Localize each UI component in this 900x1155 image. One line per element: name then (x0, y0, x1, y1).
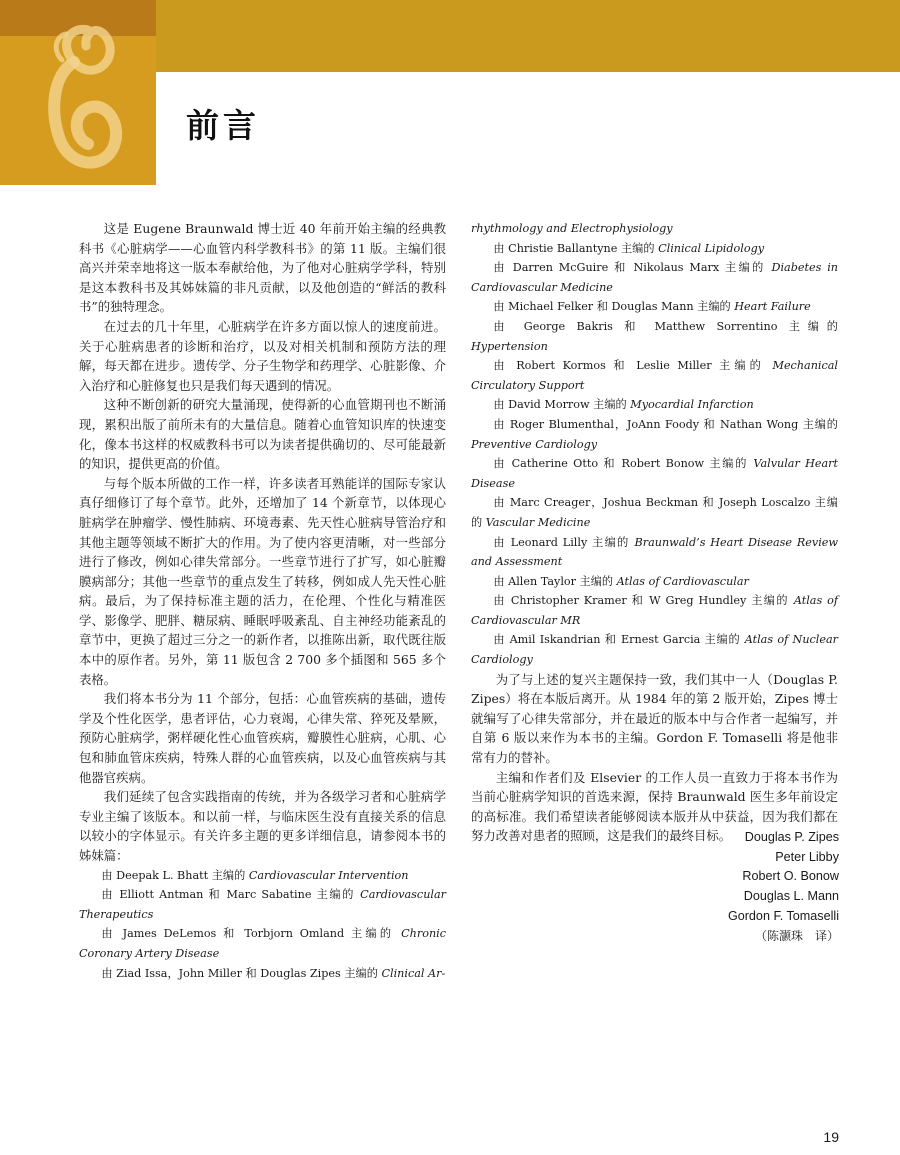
paragraph: 为了与上述的复兴主题保持一致，我们其中一人（Douglas P. Zipes）将在本版后离开。从 1984 年的第 2 版开始，Zipes 博士就编写了心律失常部分，并在最近的版本中与合作者一起编写，并自第 6 版以来作为本书的主编。Gordon F. Tomaselli 将是他非常有力的替补。 (471, 671, 838, 766)
ornament-icon (0, 0, 156, 185)
book-entry: 由 Roger Blumenthal，JoAnn Foody 和 Nathan Wong 主编的 Preventive Cardiology (471, 417, 838, 451)
book-entry: 由 Darren McGuire 和 Nikolaus Marx 主编的 Diabetes in Cardiovascular Medicine (471, 261, 839, 294)
book-entry: 由 Amil Iskandrian 和 Ernest Garcia 主编的 Atlas of Nuclear Cardiology (471, 633, 839, 667)
book-entry-continuation: rhythmology and Electrophysiology (471, 222, 673, 235)
paragraph: 在过去的几十年里，心脏病学在许多方面以惊人的速度前进。关于心脏病患者的诊断和治疗，以及对相关机制和预防方法的理解，每天都在进步。遗传学、分子生物学和药理学、心脏影像、介入治疗和心脏修复也只是我们每天遇到的情况。 (79, 318, 446, 393)
book-entry: 由 Christopher Kramer 和 W Greg Hundley 主编的 Atlas of Cardiovascular MR (471, 594, 838, 627)
book-entry: 由 David Morrow 主编的 Myocardial Infarction (493, 398, 754, 412)
paragraph: 与每个版本所做的工作一样，许多读者耳熟能详的国际专家认真仔细修订了每个章节。此外，还增加了 14 个新章节，以体现心脏病学在肿瘤学、慢性肺病、环境毒素、先天性心脏病导管治疗和其他主题等领域不断扩大的作用。为了使内容更清晰，对一些部分进行了修改，例如心律失常部分。一些章节进行了扩写，如心脏瓣膜病部分；其他一些章节的重点发生了转移，例如成人先天性心脏病。最后，为了保持标准主题的活力，在伦理、个性化与精准医学、影像学、肥胖、糖尿病、睡眠呼吸紊乱、自主神经功能紊乱的章节中，更换了超过三分之一的新作者，以推陈出新，取代既往版本中的原作者。另外，第 11 版包含 2 700 多个插图和 565 多个表格。 (79, 475, 446, 687)
right-column (471, 219, 838, 846)
signature-name: Peter Libby (775, 849, 839, 864)
translator-credit: （陈灏珠 译） (754, 928, 839, 943)
signature-name: Robert O. Bonow (742, 869, 839, 884)
paragraph: 我们延续了包含实践指南的传统，并为各级学习者和心脏病学专业主编了该版本。和以前一样，与临床医生没有直接关系的信息以较小的字体显示。有关许多主题的更多详细信息，请参阅本书的姊妹篇： (79, 789, 446, 863)
left-column (79, 219, 446, 983)
book-entry: 由 Robert Kormos 和 Leslie Miller 主编的 Mechanical Circulatory Support (471, 359, 838, 392)
book-entry: 由 James DeLemos 和 Torbjorn Omland 主编的 Chronic Coronary Artery Disease (79, 927, 446, 960)
book-entry: 由 Allen Taylor 主编的 Atlas of Cardiovascular (493, 574, 749, 588)
book-entry: 由 Deepak L. Bhatt 主编的 Cardiovascular Intervention (101, 868, 409, 882)
signature-name: Douglas L. Mann (743, 889, 839, 904)
signature-block (728, 828, 839, 946)
paragraph: 我们将本书分为 11 个部分，包括：心血管疾病的基础，遗传学及个性化医学，患者评估，心力衰竭，心律失常、猝死及晕厥，预防心脏病学，粥样硬化性心血管疾病，瓣膜性心脏病，心肌、心包和肺血管床疾病，特殊人群的心血管疾病，以及心血管疾病与其他器官疾病。 (79, 691, 446, 785)
book-entry: 由 George Bakris 和 Matthew Sorrentino 主编的 Hypertension (471, 319, 838, 353)
book-entry: 由 Catherine Otto 和 Robert Bonow 主编的 Valvular Heart Disease (471, 457, 838, 490)
book-entry: 由 Marc Creager，Joshua Beckman 和 Joseph Loscalzo 主编的 Vascular Medicine (471, 496, 838, 529)
page-title: 前言 (186, 106, 260, 145)
paragraph: 这种不断创新的研究大量涌现，使得新的心血管期刊也不断涌现，累积出版了前所未有的大量信息。随着心血管知识库的快速变化，像本书这样的权威教科书可以为读者提供确切的、尽可能最新的知识，提供更高的价值。 (79, 397, 446, 472)
signature-name: Gordon F. Tomaselli (727, 908, 839, 923)
paragraph: 主编和作者们及 Elsevier 的工作人员一直致力于将本书作为当前心脏病学知识的首选来源，保持 Braunwald 医生多年前设定的高标准。我们希望读者能够阅读本版并从中获益，因为我们都在努力改善对患者的照顾，这是我们的最终目标。 (471, 769, 838, 844)
signature-name: Douglas P. Zipes (744, 830, 839, 844)
book-entry: 由 Ziad Issa，John Miller 和 Douglas Zipes 主编的 Clinical Ar- (101, 966, 446, 980)
paragraph: 这是 Eugene Braunwald 博士近 40 年前开始主编的经典教科书《心脏病学——心血管内科学教科书》的第 11 版。主编们很高兴并荣幸地将这一版本奉献给他，为了他对心脏病学学科，特别是这本教科书及其姊妹篇的非凡贡献，以及他创造的“鲜活的教科书”的独特理念。 (79, 221, 446, 315)
page-number: 19 (823, 1129, 839, 1145)
book-entry: 由 Christie Ballantyne 主编的 Clinical Lipidology (493, 241, 765, 255)
book-entry: 由 Elliott Antman 和 Marc Sabatine 主编的 Cardiovascular Therapeutics (79, 888, 446, 921)
book-entry: 由 Leonard Lilly 主编的 Braunwald’s Heart Disease Review and Assessment (471, 535, 838, 569)
book-entry: 由 Michael Felker 和 Douglas Mann 主编的 Heart Failure (493, 300, 811, 314)
